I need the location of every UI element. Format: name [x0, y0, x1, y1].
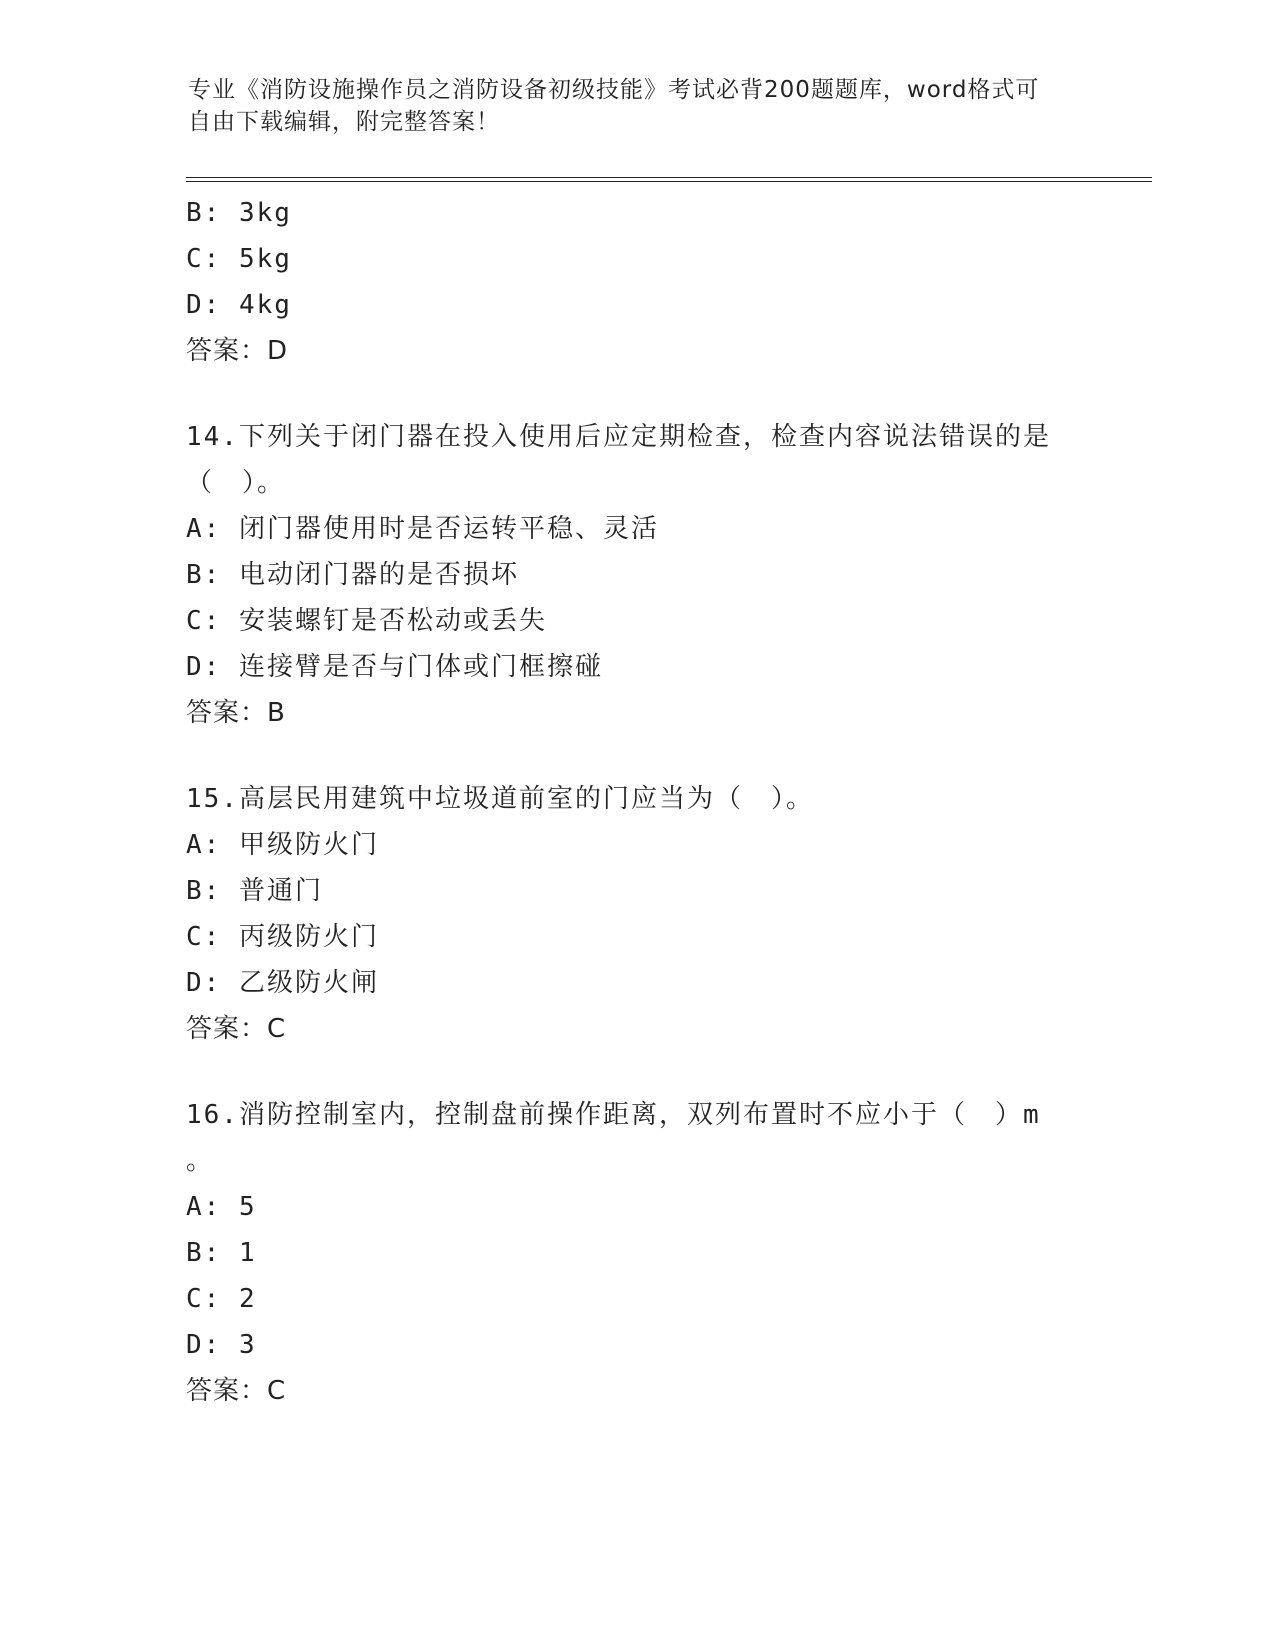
header-divider-bottom [186, 181, 1152, 182]
answer-line: 答案：C [186, 1014, 287, 1044]
option-b: B: 3kg [186, 198, 292, 228]
option-a: A: 甲级防火门 [186, 830, 379, 860]
option-a: A: 闭门器使用时是否运转平稳、灵活 [186, 514, 659, 544]
spacer [186, 736, 1146, 776]
answer-line: 答案：D [186, 336, 289, 366]
question-stem-continuation: （ ）。 [186, 468, 286, 498]
header-line-1: 专业《消防设施操作员之消防设备初级技能》考试必背200题题库，word格式可 [188, 77, 1040, 103]
option-b: B: 1 [186, 1238, 257, 1268]
option-b: B: 电动闭门器的是否损坏 [186, 560, 519, 590]
header-divider-top [186, 177, 1152, 178]
spacer [186, 1052, 1146, 1092]
question-16 [186, 1092, 1146, 1414]
document-header [188, 74, 1088, 138]
question-stem: 14.下列关于闭门器在投入使用后应定期检查，检查内容说法错误的是 [186, 422, 1051, 452]
answer-line: 答案：B [186, 698, 286, 728]
spacer [186, 374, 1146, 414]
option-c: C: 安装螺钉是否松动或丢失 [186, 606, 547, 636]
question-15 [186, 776, 1146, 1052]
option-d: D: 连接臂是否与门体或门框擦碰 [186, 652, 603, 682]
option-c: C: 丙级防火门 [186, 922, 379, 952]
option-b: B: 普通门 [186, 876, 323, 906]
question-14 [186, 414, 1146, 736]
question-stem: 15.高层民用建筑中垃圾道前室的门应当为（ ）。 [186, 784, 814, 814]
option-d: D: 4kg [186, 290, 292, 320]
option-d: D: 乙级防火闸 [186, 968, 379, 998]
header-line-2: 自由下载编辑，附完整答案！ [188, 109, 500, 135]
question-stem-continuation: 。 [186, 1146, 215, 1176]
question-list [186, 190, 1146, 1414]
option-c: C: 2 [186, 1284, 257, 1314]
prev-question-block [186, 190, 1146, 374]
answer-line: 答案：C [186, 1376, 287, 1406]
option-c: C: 5kg [186, 244, 292, 274]
option-d: D: 3 [186, 1330, 257, 1360]
option-a: A: 5 [186, 1192, 257, 1222]
question-stem: 16.消防控制室内，控制盘前操作距离，双列布置时不应小于（ ）m [186, 1100, 1041, 1130]
